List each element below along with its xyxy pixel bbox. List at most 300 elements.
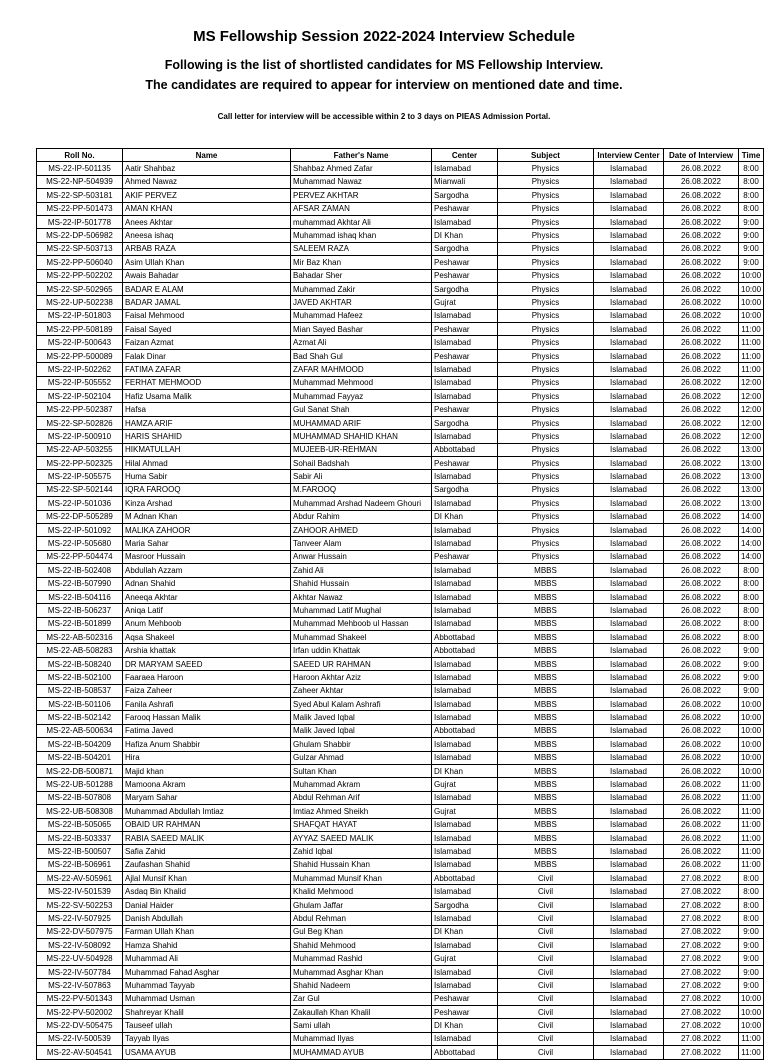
fathers-name-cell: Imtiaz Ahmed Sheikh <box>291 805 432 818</box>
date-cell: 26.08.2022 <box>664 416 739 429</box>
roll-no-cell: MS-22-PV-502002 <box>37 1006 123 1019</box>
roll-no-cell: MS-22-IB-501106 <box>37 698 123 711</box>
interview-center-cell: Islamabad <box>594 189 664 202</box>
fathers-name-cell: Muhammad Mehboob ul Hassan <box>291 617 432 630</box>
table-row <box>37 805 764 818</box>
fathers-name-cell: Shahbaz Ahmed Zafar <box>291 162 432 175</box>
center-cell: Islamabad <box>432 162 498 175</box>
time-cell: 8:00 <box>739 590 764 603</box>
table-body <box>37 162 764 1059</box>
subject-cell: Physics <box>498 456 594 469</box>
time-cell: 13:00 <box>739 483 764 496</box>
date-cell: 26.08.2022 <box>664 175 739 188</box>
subject-cell: MBBS <box>498 724 594 737</box>
name-cell: DR MARYAM SAEED <box>123 657 291 670</box>
date-cell: 26.08.2022 <box>664 215 739 228</box>
date-cell: 26.08.2022 <box>664 778 739 791</box>
name-cell: Shahreyar Khalil <box>123 1006 291 1019</box>
interview-center-cell: Islamabad <box>594 416 664 429</box>
table-row <box>37 751 764 764</box>
roll-no-cell: MS-22-DB-500871 <box>37 764 123 777</box>
time-cell: 8:00 <box>739 189 764 202</box>
subject-cell: Civil <box>498 925 594 938</box>
fathers-name-cell: Shahid Hussain <box>291 577 432 590</box>
roll-no-cell: MS-22-IB-504116 <box>37 590 123 603</box>
subject-cell: Civil <box>498 885 594 898</box>
center-cell: Islamabad <box>432 858 498 871</box>
table-row <box>37 965 764 978</box>
subject-cell: Physics <box>498 202 594 215</box>
interview-center-cell: Islamabad <box>594 376 664 389</box>
subject-cell: MBBS <box>498 684 594 697</box>
time-cell: 13:00 <box>739 443 764 456</box>
interview-center-cell: Islamabad <box>594 256 664 269</box>
fathers-name-cell: Muhammad Ilyas <box>291 1032 432 1045</box>
subject-cell: Physics <box>498 215 594 228</box>
roll-no-cell: MS-22-PV-501343 <box>37 992 123 1005</box>
time-cell: 8:00 <box>739 617 764 630</box>
fathers-name-cell: Zar Gul <box>291 992 432 1005</box>
table-row <box>37 831 764 844</box>
date-cell: 26.08.2022 <box>664 698 739 711</box>
interview-center-cell: Islamabad <box>594 912 664 925</box>
subject-cell: Physics <box>498 470 594 483</box>
date-cell: 26.08.2022 <box>664 189 739 202</box>
center-cell: Peshawar <box>432 269 498 282</box>
roll-no-cell: MS-22-IB-506961 <box>37 858 123 871</box>
roll-no-cell: MS-22-PP-508189 <box>37 323 123 336</box>
fathers-name-cell: Zaheer Akhtar <box>291 684 432 697</box>
name-cell: Muhammad Abdullah Imtiaz <box>123 805 291 818</box>
time-cell: 10:00 <box>739 751 764 764</box>
center-cell: Sargodha <box>432 483 498 496</box>
fathers-name-cell: Gul Beg Khan <box>291 925 432 938</box>
interview-center-cell: Islamabad <box>594 456 664 469</box>
name-cell: Aneesa ishaq <box>123 229 291 242</box>
center-cell: DI Khan <box>432 229 498 242</box>
subject-cell: Physics <box>498 537 594 550</box>
table-row <box>37 764 764 777</box>
subject-cell: Physics <box>498 336 594 349</box>
time-cell: 8:00 <box>739 631 764 644</box>
center-cell: Islamabad <box>432 738 498 751</box>
roll-no-cell: MS-22-IP-505680 <box>37 537 123 550</box>
subject-cell: MBBS <box>498 845 594 858</box>
date-cell: 26.08.2022 <box>664 296 739 309</box>
subject-cell: Physics <box>498 242 594 255</box>
name-cell: MALIKA ZAHOOR <box>123 523 291 536</box>
date-cell: 27.08.2022 <box>664 1046 739 1059</box>
time-cell: 13:00 <box>739 470 764 483</box>
column-header-subject: Subject <box>498 149 594 162</box>
table-row <box>37 523 764 536</box>
table-row <box>37 363 764 376</box>
subtitle-line-1: Following is the list of shortlisted candidates for MS Fellowship Interview. <box>164 58 604 72</box>
center-cell: Peshawar <box>432 992 498 1005</box>
table-row <box>37 590 764 603</box>
subject-cell: Physics <box>498 309 594 322</box>
fathers-name-cell: Sultan Khan <box>291 764 432 777</box>
fathers-name-cell: Shahid Nadeem <box>291 979 432 992</box>
roll-no-cell: MS-22-AB-500634 <box>37 724 123 737</box>
time-cell: 10:00 <box>739 764 764 777</box>
date-cell: 27.08.2022 <box>664 885 739 898</box>
fathers-name-cell: Shahid Mehmood <box>291 939 432 952</box>
time-cell: 10:00 <box>739 309 764 322</box>
interview-center-cell: Islamabad <box>594 751 664 764</box>
roll-no-cell: MS-22-IV-507925 <box>37 912 123 925</box>
table-row <box>37 845 764 858</box>
name-cell: Muhammad Tayyab <box>123 979 291 992</box>
column-header-name: Name <box>123 149 291 162</box>
interview-center-cell: Islamabad <box>594 215 664 228</box>
table-row <box>37 952 764 965</box>
date-cell: 26.08.2022 <box>664 858 739 871</box>
subject-cell: Physics <box>498 282 594 295</box>
subject-cell: Physics <box>498 269 594 282</box>
name-cell: Faisal Mehmood <box>123 309 291 322</box>
subject-cell: Physics <box>498 323 594 336</box>
table-row <box>37 537 764 550</box>
subject-cell: Civil <box>498 939 594 952</box>
center-cell: Abbottabad <box>432 644 498 657</box>
time-cell: 8:00 <box>739 872 764 885</box>
center-cell: Islamabad <box>432 577 498 590</box>
name-cell: Arshia khattak <box>123 644 291 657</box>
table-row <box>37 269 764 282</box>
time-cell: 10:00 <box>739 296 764 309</box>
roll-no-cell: MS-22-DP-506982 <box>37 229 123 242</box>
name-cell: Farman Ullah Khan <box>123 925 291 938</box>
date-cell: 26.08.2022 <box>664 162 739 175</box>
name-cell: Tayyab Ilyas <box>123 1032 291 1045</box>
interview-center-cell: Islamabad <box>594 510 664 523</box>
name-cell: Kinza Arshad <box>123 497 291 510</box>
date-cell: 26.08.2022 <box>664 684 739 697</box>
roll-no-cell: MS-22-NP-504939 <box>37 175 123 188</box>
date-cell: 26.08.2022 <box>664 376 739 389</box>
interview-center-cell: Islamabad <box>594 323 664 336</box>
date-cell: 26.08.2022 <box>664 497 739 510</box>
table-row <box>37 162 764 175</box>
time-cell: 11:00 <box>739 336 764 349</box>
date-cell: 26.08.2022 <box>664 523 739 536</box>
roll-no-cell: MS-22-SP-502965 <box>37 282 123 295</box>
date-cell: 26.08.2022 <box>664 738 739 751</box>
subject-cell: Physics <box>498 430 594 443</box>
time-cell: 11:00 <box>739 805 764 818</box>
time-cell: 11:00 <box>739 858 764 871</box>
name-cell: Aneeqa Akhtar <box>123 590 291 603</box>
time-cell: 9:00 <box>739 965 764 978</box>
name-cell: Adnan Shahid <box>123 577 291 590</box>
time-cell: 8:00 <box>739 564 764 577</box>
fathers-name-cell: Bahadar Sher <box>291 269 432 282</box>
subject-cell: Physics <box>498 349 594 362</box>
center-cell: Gujrat <box>432 778 498 791</box>
fathers-name-cell: Muhammad Nawaz <box>291 175 432 188</box>
subject-cell: Physics <box>498 376 594 389</box>
center-cell: Islamabad <box>432 912 498 925</box>
roll-no-cell: MS-22-AP-503255 <box>37 443 123 456</box>
interview-center-cell: Islamabad <box>594 738 664 751</box>
fathers-name-cell: Syed Abul Kalam Ashrafi <box>291 698 432 711</box>
center-cell: Abbottabad <box>432 1046 498 1059</box>
interview-center-cell: Islamabad <box>594 805 664 818</box>
subject-cell: Civil <box>498 1046 594 1059</box>
name-cell: Awais Bahadar <box>123 269 291 282</box>
column-header-time: Time <box>739 149 764 162</box>
name-cell: Asim Ullah Khan <box>123 256 291 269</box>
time-cell: 11:00 <box>739 778 764 791</box>
interview-center-cell: Islamabad <box>594 470 664 483</box>
subject-cell: Civil <box>498 952 594 965</box>
subject-cell: MBBS <box>498 738 594 751</box>
roll-no-cell: MS-22-IP-502104 <box>37 390 123 403</box>
name-cell: Hafsa <box>123 403 291 416</box>
interview-center-cell: Islamabad <box>594 1032 664 1045</box>
subject-cell: MBBS <box>498 631 594 644</box>
fathers-name-cell: M.FAROOQ <box>291 483 432 496</box>
date-cell: 26.08.2022 <box>664 818 739 831</box>
interview-center-cell: Islamabad <box>594 671 664 684</box>
name-cell: AKIF PERVEZ <box>123 189 291 202</box>
interview-center-cell: Islamabad <box>594 939 664 952</box>
roll-no-cell: MS-22-PP-506040 <box>37 256 123 269</box>
date-cell: 26.08.2022 <box>664 256 739 269</box>
table-row <box>37 671 764 684</box>
roll-no-cell: MS-22-IB-504201 <box>37 751 123 764</box>
date-cell: 27.08.2022 <box>664 1006 739 1019</box>
interview-center-cell: Islamabad <box>594 764 664 777</box>
fathers-name-cell: JAVED AKHTAR <box>291 296 432 309</box>
time-cell: 9:00 <box>739 979 764 992</box>
name-cell: Huma Sabir <box>123 470 291 483</box>
fathers-name-cell: Ghulam Jaffar <box>291 898 432 911</box>
interview-center-cell: Islamabad <box>594 202 664 215</box>
subject-cell: Physics <box>498 256 594 269</box>
interview-schedule-table <box>36 148 764 1060</box>
date-cell: 27.08.2022 <box>664 939 739 952</box>
date-cell: 27.08.2022 <box>664 1032 739 1045</box>
interview-center-cell: Islamabad <box>594 885 664 898</box>
center-cell: DI Khan <box>432 510 498 523</box>
center-cell: Gujrat <box>432 805 498 818</box>
fathers-name-cell: Anwar Hussain <box>291 550 432 563</box>
interview-center-cell: Islamabad <box>594 403 664 416</box>
name-cell: Safia Zahid <box>123 845 291 858</box>
interview-center-cell: Islamabad <box>594 872 664 885</box>
date-cell: 26.08.2022 <box>664 403 739 416</box>
date-cell: 26.08.2022 <box>664 631 739 644</box>
interview-center-cell: Islamabad <box>594 550 664 563</box>
table-row <box>37 1006 764 1019</box>
roll-no-cell: MS-22-IP-501803 <box>37 309 123 322</box>
name-cell: Abdullah Azzam <box>123 564 291 577</box>
roll-no-cell: MS-22-PP-501473 <box>37 202 123 215</box>
interview-center-cell: Islamabad <box>594 390 664 403</box>
roll-no-cell: MS-22-DV-505475 <box>37 1019 123 1032</box>
fathers-name-cell: Muhammad Akram <box>291 778 432 791</box>
time-cell: 11:00 <box>739 323 764 336</box>
date-cell: 26.08.2022 <box>664 242 739 255</box>
fathers-name-cell: Muhammad Munsif Khan <box>291 872 432 885</box>
roll-no-cell: MS-22-IV-501539 <box>37 885 123 898</box>
center-cell: Sargodha <box>432 282 498 295</box>
fathers-name-cell: Zakaullah Khan Khalil <box>291 1006 432 1019</box>
subject-cell: MBBS <box>498 791 594 804</box>
interview-center-cell: Islamabad <box>594 336 664 349</box>
column-header-fathers-name: Father's Name <box>291 149 432 162</box>
center-cell: Islamabad <box>432 470 498 483</box>
interview-center-cell: Islamabad <box>594 711 664 724</box>
time-cell: 10:00 <box>739 711 764 724</box>
name-cell: Anees Akhtar <box>123 215 291 228</box>
interview-center-cell: Islamabad <box>594 523 664 536</box>
roll-no-cell: MS-22-IP-501135 <box>37 162 123 175</box>
date-cell: 27.08.2022 <box>664 979 739 992</box>
center-cell: Islamabad <box>432 604 498 617</box>
column-header-interview-center: Interview Center <box>594 149 664 162</box>
center-cell: Islamabad <box>432 390 498 403</box>
fathers-name-cell: Muhammad Fayyaz <box>291 390 432 403</box>
table-row <box>37 242 764 255</box>
interview-center-cell: Islamabad <box>594 657 664 670</box>
center-cell: Islamabad <box>432 363 498 376</box>
time-cell: 9:00 <box>739 671 764 684</box>
roll-no-cell: MS-22-IB-508240 <box>37 657 123 670</box>
subject-cell: Civil <box>498 979 594 992</box>
interview-center-cell: Islamabad <box>594 631 664 644</box>
fathers-name-cell: Muhammad Mehmood <box>291 376 432 389</box>
name-cell: Muhammad Usman <box>123 992 291 1005</box>
center-cell: Peshawar <box>432 550 498 563</box>
fathers-name-cell: Gul Sanat Shah <box>291 403 432 416</box>
name-cell: Farooq Hassan Malik <box>123 711 291 724</box>
roll-no-cell: MS-22-IB-502408 <box>37 564 123 577</box>
table-row <box>37 711 764 724</box>
interview-center-cell: Islamabad <box>594 497 664 510</box>
table-row <box>37 564 764 577</box>
table-row <box>37 698 764 711</box>
center-cell: Islamabad <box>432 523 498 536</box>
subject-cell: Physics <box>498 483 594 496</box>
center-cell: Peshawar <box>432 349 498 362</box>
time-cell: 10:00 <box>739 1006 764 1019</box>
time-cell: 14:00 <box>739 537 764 550</box>
table-row <box>37 296 764 309</box>
interview-center-cell: Islamabad <box>594 831 664 844</box>
name-cell: RABIA SAEED MALIK <box>123 831 291 844</box>
column-header-date-of-interview: Date of Interview <box>664 149 739 162</box>
name-cell: IQRA FAROOQ <box>123 483 291 496</box>
roll-no-cell: MS-22-IB-502142 <box>37 711 123 724</box>
table-row <box>37 202 764 215</box>
roll-no-cell: MS-22-UP-502238 <box>37 296 123 309</box>
subject-cell: MBBS <box>498 604 594 617</box>
time-cell: 13:00 <box>739 456 764 469</box>
name-cell: FERHAT MEHMOOD <box>123 376 291 389</box>
date-cell: 27.08.2022 <box>664 952 739 965</box>
name-cell: Faiza Zaheer <box>123 684 291 697</box>
center-cell: Islamabad <box>432 657 498 670</box>
center-cell: Islamabad <box>432 430 498 443</box>
center-cell: Islamabad <box>432 671 498 684</box>
roll-no-cell: MS-22-IB-508537 <box>37 684 123 697</box>
table-row <box>37 791 764 804</box>
time-cell: 8:00 <box>739 898 764 911</box>
time-cell: 8:00 <box>739 175 764 188</box>
time-cell: 10:00 <box>739 282 764 295</box>
table-row <box>37 644 764 657</box>
interview-center-cell: Islamabad <box>594 590 664 603</box>
interview-center-cell: Islamabad <box>594 818 664 831</box>
center-cell: Islamabad <box>432 537 498 550</box>
center-cell: Sargodha <box>432 898 498 911</box>
name-cell: FATIMA ZAFAR <box>123 363 291 376</box>
time-cell: 12:00 <box>739 430 764 443</box>
date-cell: 26.08.2022 <box>664 309 739 322</box>
interview-center-cell: Islamabad <box>594 965 664 978</box>
fathers-name-cell: Mian Sayed Bashar <box>291 323 432 336</box>
roll-no-cell: MS-22-AV-504541 <box>37 1046 123 1059</box>
center-cell: Islamabad <box>432 818 498 831</box>
date-cell: 26.08.2022 <box>664 349 739 362</box>
fathers-name-cell: Sami ullah <box>291 1019 432 1032</box>
date-cell: 26.08.2022 <box>664 510 739 523</box>
name-cell: HAMZA ARIF <box>123 416 291 429</box>
interview-center-cell: Islamabad <box>594 791 664 804</box>
time-cell: 9:00 <box>739 925 764 938</box>
center-cell: Islamabad <box>432 698 498 711</box>
name-cell: HIKMATULLAH <box>123 443 291 456</box>
table-row <box>37 497 764 510</box>
name-cell: Asdaq Bin Khalid <box>123 885 291 898</box>
fathers-name-cell: Abdur Rahim <box>291 510 432 523</box>
interview-center-cell: Islamabad <box>594 778 664 791</box>
time-cell: 9:00 <box>739 215 764 228</box>
date-cell: 26.08.2022 <box>664 269 739 282</box>
table-row <box>37 323 764 336</box>
date-cell: 27.08.2022 <box>664 992 739 1005</box>
fathers-name-cell: Sohail Badshah <box>291 456 432 469</box>
subject-cell: Physics <box>498 229 594 242</box>
name-cell: BADAR JAMAL <box>123 296 291 309</box>
center-cell: Islamabad <box>432 376 498 389</box>
date-cell: 26.08.2022 <box>664 724 739 737</box>
name-cell: Muhammad Fahad Asghar <box>123 965 291 978</box>
roll-no-cell: MS-22-PP-504474 <box>37 550 123 563</box>
fathers-name-cell: Muhammad Asghar Khan <box>291 965 432 978</box>
date-cell: 26.08.2022 <box>664 671 739 684</box>
time-cell: 9:00 <box>739 684 764 697</box>
interview-center-cell: Islamabad <box>594 1019 664 1032</box>
subject-cell: MBBS <box>498 564 594 577</box>
roll-no-cell: MS-22-UB-508308 <box>37 805 123 818</box>
name-cell: Tauseef ullah <box>123 1019 291 1032</box>
time-cell: 8:00 <box>739 577 764 590</box>
date-cell: 27.08.2022 <box>664 965 739 978</box>
table-row <box>37 1046 764 1059</box>
time-cell: 8:00 <box>739 885 764 898</box>
roll-no-cell: MS-22-IP-501036 <box>37 497 123 510</box>
subject-cell: MBBS <box>498 577 594 590</box>
subject-cell: MBBS <box>498 831 594 844</box>
name-cell: ARBAB RAZA <box>123 242 291 255</box>
name-cell: Hilal Ahmad <box>123 456 291 469</box>
interview-center-cell: Islamabad <box>594 724 664 737</box>
center-cell: Sargodha <box>432 416 498 429</box>
